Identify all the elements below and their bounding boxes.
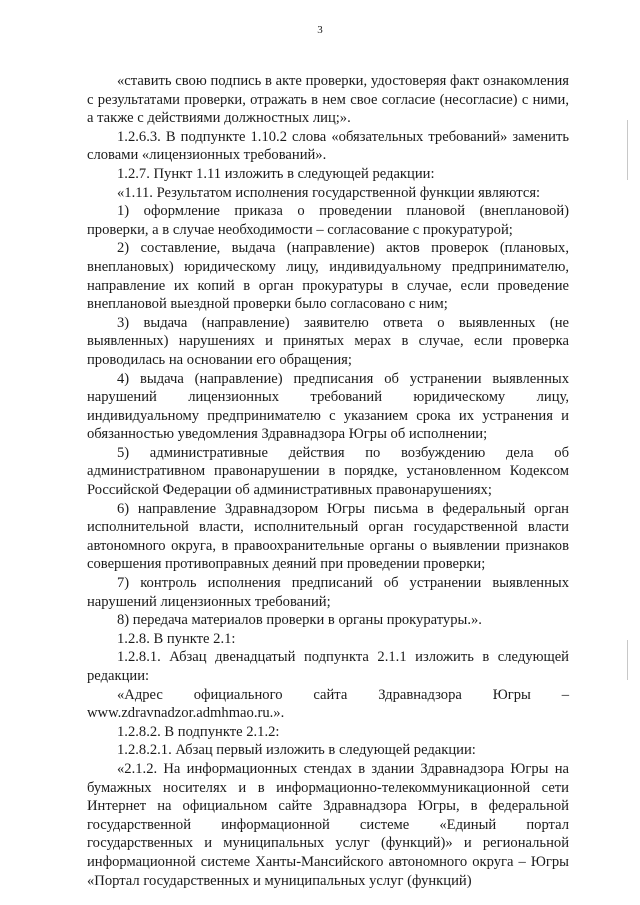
document-body xyxy=(87,72,569,890)
paragraph: «Адрес официального сайта Здравнадзора Югры – www.zdravnadzor.admhmao.ru.». xyxy=(87,686,569,722)
page-number: 3 xyxy=(317,24,323,36)
paragraph: 8) передача материалов проверки в органы прокуратуры.». xyxy=(117,612,482,629)
paragraph: 5) административные действия по возбуждению дела об административном правонарушении в порядке, установленном Кодексом Российской Федерации об административных правонарушениях; xyxy=(87,444,569,499)
paragraph: 3) выдача (направление) заявителю ответа о выявленных (не выявленных) нарушениях и принятых мерах в случае, если проверка проводилась на основании его обращения; xyxy=(87,314,569,368)
paragraph: 1.2.6.3. В подпункте 1.10.2 слова «обязательных требований» заменить словами «лицензионных требований». xyxy=(87,128,569,164)
paragraph: 4) выдача (направление) предписания об устранении выявленных нарушений лицензионных требований юридическому лицу, индивидуальному предпринимателю с указанием срока их устранения и обязанностью уведомления Здравнадзора Югры об исполнении; xyxy=(87,370,569,443)
paragraph: 1) оформление приказа о проведении плановой (внеплановой) проверки, а в случае необходимости – согласование с прокуратурой; xyxy=(87,203,569,238)
paragraph: 2) составление, выдача (направление) актов проверок (плановых, внеплановых) юридическому лицу, индивидуальному предпринимателю, направление их копий в орган прокуратуры в случае, если проведение внеплановой выездной проверки было согласовано с ним; xyxy=(87,240,569,313)
paragraph: 1.2.8.2.1. Абзац первый изложить в следующей редакции: xyxy=(117,742,476,759)
paragraph: 1.2.7. Пункт 1.11 изложить в следующей редакции: xyxy=(117,165,435,182)
scan-edge-mark xyxy=(627,120,628,180)
paragraph: 1.2.8. В пункте 2.1: xyxy=(117,630,236,647)
paragraph: «1.11. Результатом исполнения государственной функции являются: xyxy=(117,184,541,201)
paragraph: 1.2.8.2. В подпункте 2.1.2: xyxy=(117,723,280,740)
paragraph: 7) контроль исполнения предписаний об устранении выявленных нарушений лицензионных требований; xyxy=(87,575,569,610)
scan-edge-mark xyxy=(627,640,628,680)
paragraph: «ставить свою подпись в акте проверки, удостоверяя факт ознакомления с результатами проверки, отражать в нем свое согласие (несогласие) с ними, а также с действиями должностных лиц;». xyxy=(87,73,569,127)
paragraph: 6) направление Здравнадзором Югры письма в федеральный орган исполнительной власти, исполнительный орган государственной власти автономного округа, в правоохранительные органы о выявлении признаков совершения противоправных деяний при проведении проверки; xyxy=(87,500,569,573)
paragraph: 1.2.8.1. Абзац двенадцатый подпункта 2.1.1 изложить в следующей редакции: xyxy=(87,649,569,684)
paragraph: «2.1.2. На информационных стендах в здании Здравнадзора Югры на бумажных носителях и в информационно-телекоммуникационной сети Интернет на официальном сайте Здравнадзора Югры, в федеральной государственной информационной системе «Единый портал государственных и муниципальных услуг (функций)» и региональной информационной системе Ханты-Мансийского автономного округа – Югры «Портал государственных и муниципальных услуг (функций) xyxy=(87,760,569,889)
